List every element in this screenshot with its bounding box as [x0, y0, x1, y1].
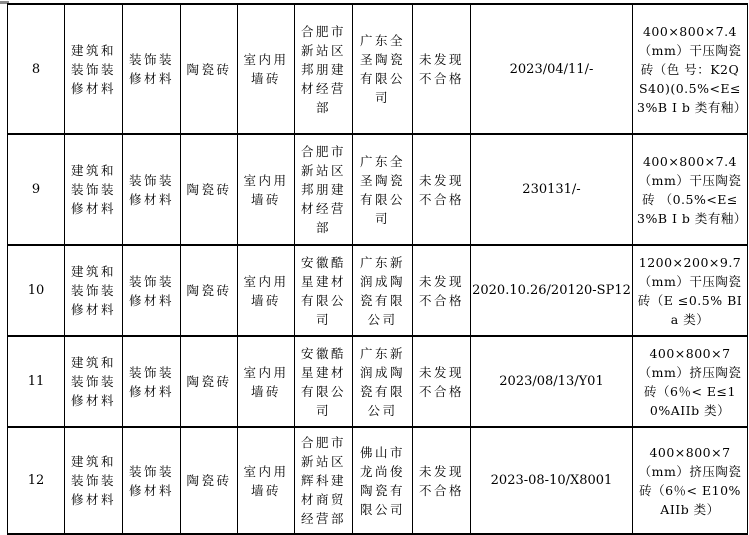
cell-result: 未发现不合格: [413, 245, 471, 336]
table-row: [8, 427, 748, 534]
table-row: [8, 4, 748, 134]
cell-product: 陶瓷砖: [181, 134, 238, 245]
cell-variety: 室内用墙砖: [238, 134, 295, 245]
cell-seq: 11: [8, 336, 65, 427]
cell-variety: 室内用墙砖: [238, 245, 295, 336]
cell-result: 未发现不合格: [413, 4, 471, 134]
cell-manufacturer: 广东新润成陶瓷有限公司: [353, 245, 413, 336]
cell-product: 陶瓷砖: [181, 427, 238, 534]
cell-spec: 400×800×7（mm）挤压陶瓷砖（6％< E≤10%AIIb 类）: [633, 336, 748, 427]
cell-seq: 10: [8, 245, 65, 336]
cell-category: 建筑和装饰装修材料: [65, 134, 123, 245]
cell-variety: 室内用墙砖: [238, 4, 295, 134]
cell-spec: 400×800×7.4（mm）干压陶瓷砖（色 号：K2QS40)(0.5%<E≤3%B I b 类有釉）: [633, 4, 748, 134]
cell-date-batch: 230131/-: [471, 134, 633, 245]
table-row: [8, 134, 748, 245]
table-row: [8, 245, 748, 336]
cell-seller: 合肥市新站区辉科建材商贸经营部: [295, 427, 353, 534]
cell-product: 陶瓷砖: [181, 336, 238, 427]
cell-seller: 合肥市新站区邦朋建材经营部: [295, 4, 353, 134]
cell-result: 未发现不合格: [413, 427, 471, 534]
cell-spec: 400×800×7.4（mm）干压陶瓷砖 （0.5%<E≤3%B I b 类有釉）: [633, 134, 748, 245]
cell-manufacturer: 广东新润成陶瓷有限公司: [353, 336, 413, 427]
cell-manufacturer: 广东全圣陶瓷有限公司: [353, 134, 413, 245]
cell-spec: 1200×200×9.7（mm）干压陶瓷砖（E ≤0.5% BIa 类）: [633, 245, 748, 336]
cell-seq: 9: [8, 134, 65, 245]
cell-product: 陶瓷砖: [181, 245, 238, 336]
cell-date-batch: 2020.10.26/20120-SP12: [471, 245, 633, 336]
inspection-results-table: [7, 3, 748, 535]
cell-date-batch: 2023/08/13/Y01: [471, 336, 633, 427]
cell-subcategory: 装饰装修材料: [123, 427, 181, 534]
cell-product: 陶瓷砖: [181, 4, 238, 134]
cell-seller: 安徽酷星建材有限公司: [295, 245, 353, 336]
cell-seller: 合肥市新站区邦朋建材经营部: [295, 134, 353, 245]
cell-date-batch: 2023-08-10/X8001: [471, 427, 633, 534]
cell-result: 未发现不合格: [413, 134, 471, 245]
cell-manufacturer: 佛山市龙尚俊陶瓷有限公司: [353, 427, 413, 534]
cell-variety: 室内用墙砖: [238, 427, 295, 534]
cell-category: 建筑和装饰装修材料: [65, 336, 123, 427]
cell-category: 建筑和装饰装修材料: [65, 245, 123, 336]
cell-subcategory: 装饰装修材料: [123, 245, 181, 336]
cell-subcategory: 装饰装修材料: [123, 4, 181, 134]
cell-result: 未发现不合格: [413, 336, 471, 427]
cell-seller: 安徽酷星建材有限公司: [295, 336, 353, 427]
cell-category: 建筑和装饰装修材料: [65, 427, 123, 534]
cell-date-batch: 2023/04/11/-: [471, 4, 633, 134]
cell-spec: 400×800×7（mm）挤压陶瓷砖（6％< E10%AIIb 类）: [633, 427, 748, 534]
cell-subcategory: 装饰装修材料: [123, 336, 181, 427]
cell-seq: 12: [8, 427, 65, 534]
cell-seq: 8: [8, 4, 65, 134]
cell-subcategory: 装饰装修材料: [123, 134, 181, 245]
cell-variety: 室内用墙砖: [238, 336, 295, 427]
cell-category: 建筑和装饰装修材料: [65, 4, 123, 134]
table-row: [8, 336, 748, 427]
cell-manufacturer: 广东全圣陶瓷有限公司: [353, 4, 413, 134]
